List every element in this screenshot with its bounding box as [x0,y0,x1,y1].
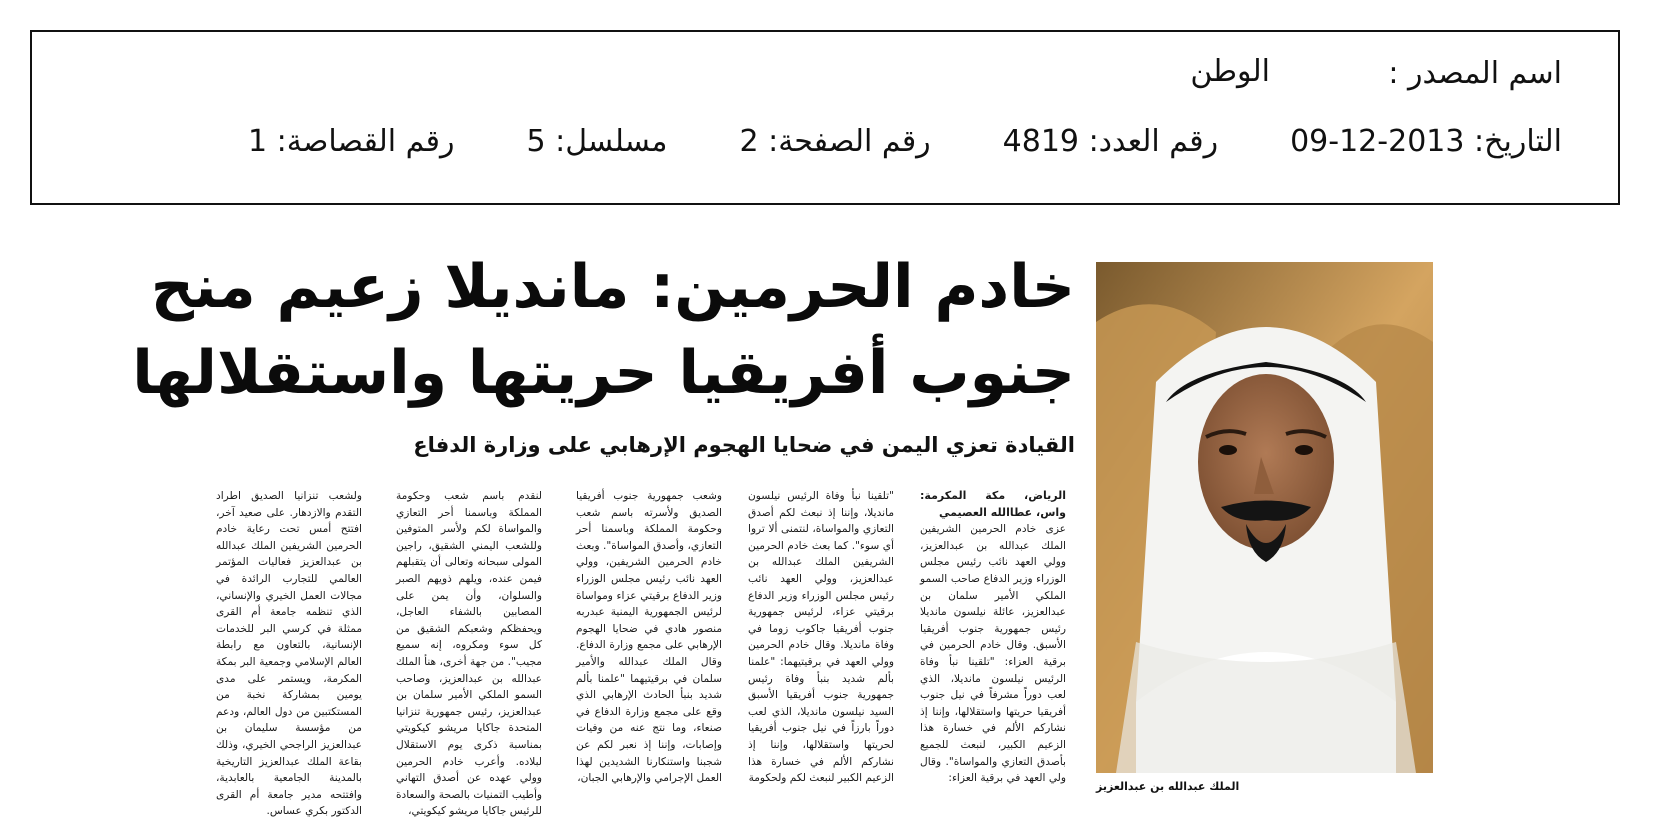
meta-row [248,124,1562,159]
date-value: 2013-12-09 [1290,124,1465,159]
page-label: رقم الصفحة: [768,124,931,159]
subheadline: القيادة تعزي اليمن في ضحايا الهجوم الإرهابي على وزارة الدفاع [413,433,1075,457]
byline: الرياض، مكة المكرمة: واس، عطاالله العصيمي [920,489,1066,519]
source-value: الوطن [1190,54,1270,89]
article-column-2 [748,488,894,798]
column-text: "تلقينا نبأ وفاة الرئيس نيلسون مانديلا، وإننا إذ نبعث لكم أصدق التعازي والمواساة، لنتمنى ألا تروا أي سوء". كما بعث خادم الحرمين الشريفين الملك عبدالله بن عبدالعزيز، وولي العهد نائب رئيس مجلس الوزراء وزير الدفاع برقيتي عزاء، لرئيس جمهورية جنوب أفريقيا جاكوب زوما في وفاة مانديلا. وقال خادم الحرمين وولي العهد في برقيتيهما: "علمنا بألم شديد بنبأ وفاة رئيس جمهورية جنوب أفريقيا الأسبق السيد نيلسون مانديلا، الذي لعب دوراً بارزاً في نيل جنوب أفريقيا لحريتها واستقلالها، وإننا إذ نشاركم الألم في خسارة هذا الزعيم الكبير لنبعث لكم ولحكومة [748,490,894,785]
clip-value: 1 [248,124,268,159]
serial-value: 5 [526,124,546,159]
article-column-5 [216,488,362,818]
date-field [1290,124,1562,159]
article-column-1 [920,488,1066,798]
article-column-3 [576,488,722,798]
headline-line-1: خادم الحرمين: مانديلا زعيم منح [150,252,1075,322]
clipping-header-box [30,30,1620,205]
issue-field [1003,124,1218,159]
clip-field [248,124,454,159]
photo-caption: الملك عبدالله بن عبدالعزيز [1096,780,1240,793]
issue-value: 4819 [1002,124,1080,159]
article-column-4 [396,488,542,818]
column-text: ولشعب تنزانيا الصديق اطراد التقدم والازدهار. على صعيد آخر، افتتح أمس تحت رعاية خادم الحرمين الشريفين الملك عبدالله بن عبدالعزيز فعاليات المؤتمر العالمي للتجارب الرائدة في مجالات العمل الخيري والإنساني، الذي تنظمه جامعة أم القرى ممثلة في كرسي البر للخدمات الإنسانية، بالتعاون مع رابطة العالم الإسلامي وجمعية البر بمكة المكرمة، ويستمر على مدى يومين بمشاركة نخبة من المستكتبين من دول العالم، ودعم من مؤسسة سليمان بن عبدالعزيز الراجحي الخيري، وذلك بقاعة الملك عبدالعزيز التاريخية بالمدينة الجامعية بالعابدية، وافتتحه مدير جامعة أم القرى الدكتور بكري عساس. [216,490,362,818]
column-text: لنقدم باسم شعب وحكومة المملكة وباسمنا أحر التعازي والمواساة لكم ولأسر المتوفين وللشعب اليمني الشقيق، راجين المولى سبحانه وتعالى أن يتقبلهم فيمن عنده، ويلهم ذويهم الصبر والسلوان، وأن يمن على المصابين بالشفاء العاجل، ويحفظكم وشعبكم الشقيق من كل سوء ومكروه، إنه سميع مجيب". من جهة أخرى، هنأ الملك عبدالله بن عبدالعزيز، وصاحب السمو الملكي الأمير سلمان بن عبدالعزيز، رئيس جمهورية تنزانيا المتحدة جاكايا مريشو كيكويتي بمناسبة ذكرى يوم الاستقلال لبلاده. وأعرب خادم الحرمين وولي عهده عن أصدق التهاني وأطيب التمنيات بالصحة والسعادة للرئيس جاكايا مريشو كيكويتي، [396,490,542,818]
column-text: عزى خادم الحرمين الشريفين الملك عبدالله بن عبدالعزيز، وولي العهد نائب رئيس مجلس الوزراء وزير الدفاع صاحب السمو الملكي الأمير سلمان بن عبدالعزيز، عائلة نيلسون مانديلا رئيس جمهورية جنوب أفريقيا الأسبق. وقال خادم الحرمين في برقية العزاء: "تلقينا نبأ وفاة الرئيس نيلسون مانديلا، الذي لعب دوراً مشرفاً في نيل جنوب أفريقيا حريتها واستقلالها، وإننا إذ نشاركم الألم في خسارة هذا الزعيم الكبير، لنبعث للجميع بأصدق التعازي والمواساة". وقال ولي العهد في برقية العزاء: [920,523,1066,785]
source-row [1388,56,1562,91]
serial-field [526,124,667,159]
source-label: اسم المصدر : [1388,56,1562,91]
date-label: التاريخ: [1474,124,1562,159]
page-value: 2 [739,124,759,159]
clip-label: رقم القصاصة: [276,124,455,159]
headline-line-2: جنوب أفريقيا حريتها واستقلالها [132,338,1075,408]
issue-label: رقم العدد: [1088,124,1219,159]
column-text: وشعب جمهورية جنوب أفريقيا الصديق ولأسرته باسم شعب وحكومة المملكة وباسمنا أحر التعازي، وأصدق المواساة". وبعث خادم الحرمين الشريفين، وولي العهد نائب رئيس مجلس الوزراء وزير الدفاع برقيتي عزاء ومواساة لرئيس الجمهورية اليمنية عبدربه منصور هادي في ضحايا الهجوم الإرهابي على مجمع وزارة الدفاع. وقال الملك عبدالله والأمير سلمان في برقيتيهما "علمنا بألم شديد بنبأ الحادث الإرهابي الذي وقع على مجمع وزارة الدفاع في صنعاء، وما نتج عنه من وفيات وإصابات، وإننا إذ نعبر لكم عن شجبنا واستنكارنا الشديدين لهذا العمل الإجرامي والإرهابي الجبان، [576,490,722,785]
page-field [739,124,930,159]
portrait-illustration [1096,262,1433,773]
king-portrait-photo [1096,262,1433,773]
serial-label: مسلسل: [555,124,668,159]
